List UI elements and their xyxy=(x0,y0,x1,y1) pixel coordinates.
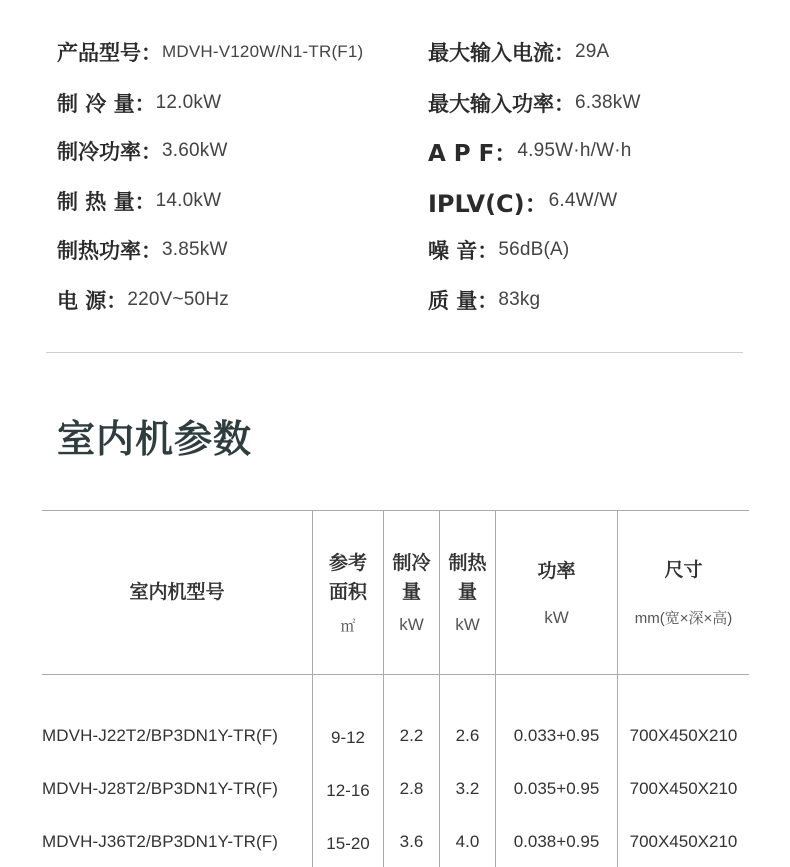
spec-value: 14.0kW xyxy=(155,190,222,211)
table-cell-model: MDVH-J22T2/BP3DN1Y-TR(F) xyxy=(42,726,279,745)
spec-iplv xyxy=(428,181,617,221)
table-cell-heating: 2.6 xyxy=(455,726,480,745)
spec-label: 制热功率： xyxy=(57,239,162,263)
spec-row xyxy=(0,83,790,123)
spec-value: 83kg xyxy=(498,289,541,310)
table-cell-area: 12-16 xyxy=(326,781,370,800)
table-cell-size: 700X450X210 xyxy=(629,832,738,851)
spec-value: 56dB(A) xyxy=(498,239,570,260)
table-cell-area: 15-20 xyxy=(326,834,370,853)
spec-value: 6.4W/W xyxy=(548,190,618,211)
spec-heating-capacity xyxy=(57,181,221,221)
spec-row xyxy=(0,131,790,171)
header-title: 制热量 xyxy=(448,552,487,603)
spec-value: 3.85kW xyxy=(162,239,228,260)
table-cell-cooling: 3.6 xyxy=(399,832,424,851)
spec-cooling-capacity xyxy=(57,83,221,123)
header-title: 制冷量 xyxy=(392,552,431,603)
spec-label: 质 量： xyxy=(428,289,499,313)
header-unit: kW xyxy=(399,615,424,634)
table-cell-cooling: 2.8 xyxy=(399,779,424,798)
header-area xyxy=(313,510,383,674)
table-cell-heating: 4.0 xyxy=(455,832,480,851)
spec-value: 6.38kW xyxy=(575,92,641,113)
table-cell-power: 0.038+0.95 xyxy=(513,832,600,851)
indoor-unit-table xyxy=(42,510,749,867)
section-title: 室内机参数 xyxy=(57,417,253,461)
header-model xyxy=(42,510,312,674)
spec-value: 4.95W·h/W·h xyxy=(517,140,632,161)
table-cell-heating: 3.2 xyxy=(455,779,480,798)
table-cell-model: MDVH-J28T2/BP3DN1Y-TR(F) xyxy=(42,779,279,798)
header-title: 功率 xyxy=(537,559,576,582)
spec-row xyxy=(0,32,790,72)
header-unit: ㎡ xyxy=(340,617,356,635)
spec-value: 3.60kW xyxy=(162,140,228,161)
spec-max-current xyxy=(428,32,609,72)
spec-label: 噪 音： xyxy=(428,239,499,263)
spec-model xyxy=(57,32,363,72)
header-power xyxy=(496,510,617,674)
spec-value: 220V~50Hz xyxy=(127,289,229,310)
header-cooling xyxy=(384,510,439,674)
spec-noise xyxy=(428,230,569,270)
header-title: 参考面积 xyxy=(328,551,367,603)
spec-label: A P F： xyxy=(428,140,518,167)
header-heating xyxy=(440,510,495,674)
spec-weight xyxy=(428,280,540,320)
spec-label: 产品型号： xyxy=(57,41,162,65)
spec-label: 制冷功率： xyxy=(57,140,162,164)
spec-row xyxy=(0,230,790,270)
spec-cooling-power xyxy=(57,131,228,171)
spec-label: 最大输入功率： xyxy=(428,92,575,116)
table-cell-area: 9-12 xyxy=(330,728,366,747)
spec-power-supply xyxy=(57,280,229,320)
spec-row xyxy=(0,181,790,221)
header-unit: kW xyxy=(544,607,569,627)
header-unit: kW xyxy=(455,615,480,634)
spec-value: 12.0kW xyxy=(155,92,222,113)
spec-apf xyxy=(428,131,632,171)
spec-label: 制 冷 量： xyxy=(57,92,156,116)
spec-max-power xyxy=(428,83,641,123)
table-cell-size: 700X450X210 xyxy=(629,779,738,798)
header-title: 尺寸 xyxy=(664,559,703,581)
table-cell-model: MDVH-J36T2/BP3DN1Y-TR(F) xyxy=(42,832,279,851)
spec-label: 最大输入电流： xyxy=(428,41,575,65)
spec-row xyxy=(0,280,790,320)
table-cell-power: 0.035+0.95 xyxy=(513,779,600,798)
spec-label: 电 源： xyxy=(57,289,128,313)
table-cell-size: 700X450X210 xyxy=(629,726,738,745)
spec-heating-power xyxy=(57,230,228,270)
header-title: 室内机型号 xyxy=(129,580,225,603)
spec-value: 29A xyxy=(575,41,610,62)
table-cell-power: 0.033+0.95 xyxy=(513,726,600,745)
header-size xyxy=(618,510,749,674)
spec-label: IPLV(C)： xyxy=(428,189,549,218)
table-header-border xyxy=(42,674,749,675)
spec-value: MDVH-V120W/N1-TR(F1) xyxy=(162,42,364,61)
header-unit: mm(宽×深×高) xyxy=(634,610,733,627)
spec-label: 制 热 量： xyxy=(57,190,156,214)
section-divider xyxy=(46,352,743,353)
table-cell-cooling: 2.2 xyxy=(399,726,424,745)
